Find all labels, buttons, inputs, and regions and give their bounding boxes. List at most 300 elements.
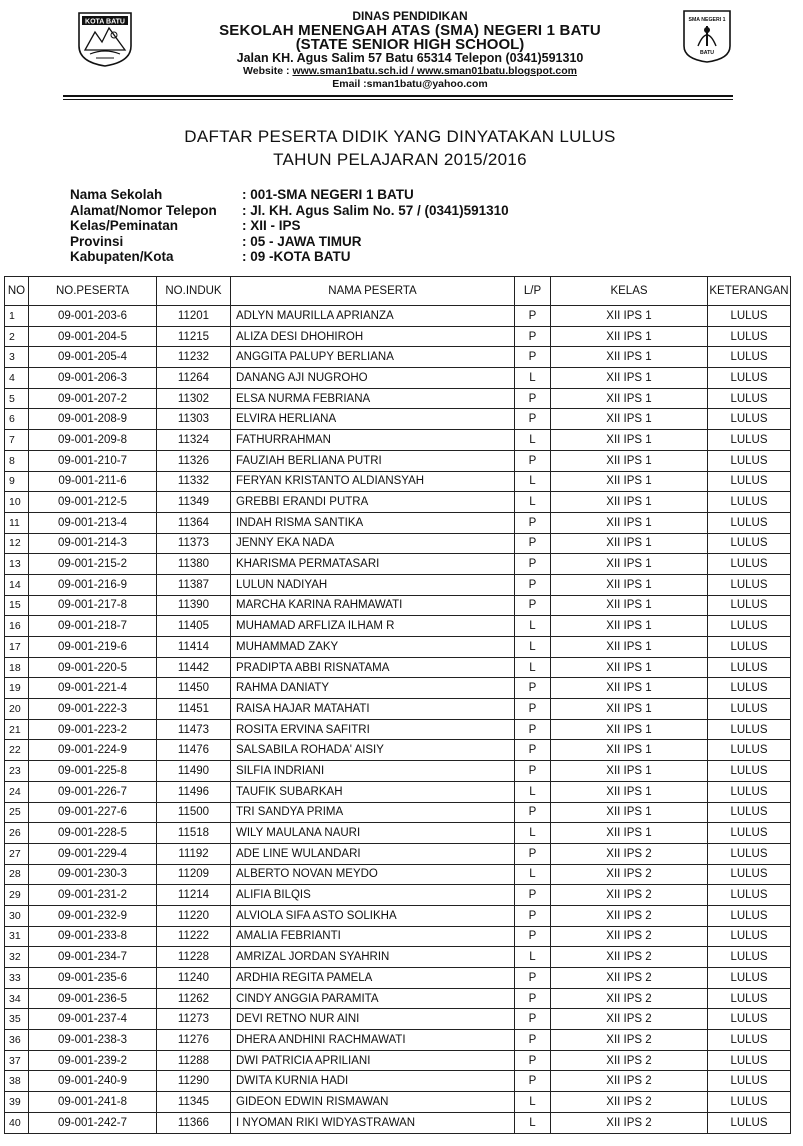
cell-row-number: 26 (5, 823, 29, 844)
cell-row-number: 40 (5, 1112, 29, 1133)
cell-gender: P (515, 326, 551, 347)
cell-class-name: XII IPS 2 (551, 1009, 708, 1030)
cell-student-name: AMALIA FEBRIANTI (231, 926, 515, 947)
school-logo (681, 8, 733, 64)
cell-class-name: XII IPS 1 (551, 574, 708, 595)
table-row (5, 947, 791, 968)
cell-participant-number: 09-001-237-4 (29, 1009, 157, 1030)
cell-class-name: XII IPS 1 (551, 740, 708, 761)
cell-status: LULUS (708, 988, 791, 1009)
cell-student-name: SALSABILA ROHADA' AISIY (231, 740, 515, 761)
cell-class-name: XII IPS 1 (551, 699, 708, 720)
cell-gender: L (515, 430, 551, 451)
cell-row-number: 2 (5, 326, 29, 347)
cell-class-name: XII IPS 2 (551, 947, 708, 968)
document-title: DAFTAR PESERTA DIDIK YANG DINYATAKAN LULUS (184, 127, 616, 146)
cell-status: LULUS (708, 409, 791, 430)
cell-participant-number: 09-001-220-5 (29, 657, 157, 678)
cell-row-number: 19 (5, 678, 29, 699)
cell-participant-number: 09-001-230-3 (29, 864, 157, 885)
table-row (5, 637, 791, 658)
cell-student-name: RAHMA DANIATY (231, 678, 515, 699)
cell-student-id: 11405 (157, 616, 231, 637)
info-label: Nama Sekolah (70, 187, 163, 202)
cell-gender: L (515, 657, 551, 678)
cell-class-name: XII IPS 1 (551, 471, 708, 492)
cell-row-number: 6 (5, 409, 29, 430)
cell-gender: P (515, 719, 551, 740)
website-link[interactable]: www.sman1batu.sch.id / www.sman01batu.blogspot.com (292, 65, 577, 77)
cell-student-id: 11345 (157, 1092, 231, 1113)
cell-student-name: ELVIRA HERLIANA (231, 409, 515, 430)
info-value: : 001-SMA NEGERI 1 BATU (242, 187, 414, 202)
table-row (5, 595, 791, 616)
column-header-participant-number: NO.PESERTA (29, 277, 157, 306)
cell-student-name: INDAH RISMA SANTIKA (231, 512, 515, 533)
cell-row-number: 10 (5, 492, 29, 513)
cell-gender: P (515, 699, 551, 720)
cell-gender: P (515, 885, 551, 906)
cell-participant-number: 09-001-234-7 (29, 947, 157, 968)
table-row (5, 657, 791, 678)
cell-gender: P (515, 988, 551, 1009)
cell-status: LULUS (708, 326, 791, 347)
cell-student-name: ANGGITA PALUPY BERLIANA (231, 347, 515, 368)
cell-student-name: FAUZIAH BERLIANA PUTRI (231, 450, 515, 471)
table-row (5, 326, 791, 347)
table-row (5, 781, 791, 802)
cell-status: LULUS (708, 781, 791, 802)
cell-row-number: 13 (5, 554, 29, 575)
table-row (5, 988, 791, 1009)
cell-participant-number: 09-001-227-6 (29, 802, 157, 823)
svg-text:SMA NEGERI 1: SMA NEGERI 1 (688, 17, 726, 23)
cell-class-name: XII IPS 1 (551, 657, 708, 678)
cell-participant-number: 09-001-229-4 (29, 843, 157, 864)
cell-gender: P (515, 740, 551, 761)
cell-class-name: XII IPS 1 (551, 616, 708, 637)
cell-status: LULUS (708, 1092, 791, 1113)
cell-class-name: XII IPS 2 (551, 843, 708, 864)
table-row (5, 430, 791, 451)
cell-participant-number: 09-001-221-4 (29, 678, 157, 699)
cell-status: LULUS (708, 699, 791, 720)
cell-participant-number: 09-001-236-5 (29, 988, 157, 1009)
cell-status: LULUS (708, 968, 791, 989)
svg-text:BATU: BATU (699, 50, 715, 56)
cell-row-number: 29 (5, 885, 29, 906)
website-label: Website : (243, 65, 290, 77)
cell-participant-number: 09-001-207-2 (29, 388, 157, 409)
cell-student-name: TRI SANDYA PRIMA (231, 802, 515, 823)
info-row-school-name (70, 187, 509, 203)
cell-row-number: 38 (5, 1071, 29, 1092)
cell-status: LULUS (708, 512, 791, 533)
cell-row-number: 16 (5, 616, 29, 637)
cell-participant-number: 09-001-219-6 (29, 637, 157, 658)
cell-student-name: CINDY ANGGIA PARAMITA (231, 988, 515, 1009)
table-row (5, 885, 791, 906)
cell-student-name: GIDEON EDWIN RISMAWAN (231, 1092, 515, 1113)
cell-student-id: 11364 (157, 512, 231, 533)
table-header-row (5, 277, 791, 306)
cell-participant-number: 09-001-228-5 (29, 823, 157, 844)
letterhead-rule-thin (63, 99, 733, 100)
cell-row-number: 3 (5, 347, 29, 368)
cell-student-name: RAISA HAJAR MATAHATI (231, 699, 515, 720)
info-label: Provinsi (70, 233, 124, 249)
cell-row-number: 24 (5, 781, 29, 802)
cell-status: LULUS (708, 574, 791, 595)
table-row (5, 823, 791, 844)
cell-row-number: 37 (5, 1050, 29, 1071)
table-row (5, 1009, 791, 1030)
table-row (5, 843, 791, 864)
cell-student-name: FERYAN KRISTANTO ALDIANSYAH (231, 471, 515, 492)
table-row (5, 388, 791, 409)
cell-participant-number: 09-001-214-3 (29, 533, 157, 554)
cell-status: LULUS (708, 1112, 791, 1133)
cell-student-name: TAUFIK SUBARKAH (231, 781, 515, 802)
cell-class-name: XII IPS 1 (551, 719, 708, 740)
cell-student-id: 11390 (157, 595, 231, 616)
cell-row-number: 28 (5, 864, 29, 885)
info-label: Kabupaten/Kota (70, 249, 174, 264)
cell-student-name: MUHAMAD ARFLIZA ILHAM R (231, 616, 515, 637)
cell-status: LULUS (708, 947, 791, 968)
cell-class-name: XII IPS 1 (551, 678, 708, 699)
cell-gender: P (515, 802, 551, 823)
cell-class-name: XII IPS 1 (551, 781, 708, 802)
cell-participant-number: 09-001-204-5 (29, 326, 157, 347)
info-row-class (70, 218, 509, 234)
cell-row-number: 30 (5, 905, 29, 926)
cell-status: LULUS (708, 905, 791, 926)
cell-student-name: DHERA ANDHINI RACHMAWATI (231, 1030, 515, 1051)
cell-student-name: ALVIOLA SIFA ASTO SOLIKHA (231, 905, 515, 926)
cell-row-number: 33 (5, 968, 29, 989)
cell-class-name: XII IPS 1 (551, 637, 708, 658)
table-row (5, 1050, 791, 1071)
cell-student-name: ALIZA DESI DHOHIROH (231, 326, 515, 347)
cell-class-name: XII IPS 1 (551, 512, 708, 533)
cell-student-name: ROSITA ERVINA SAFITRI (231, 719, 515, 740)
cell-student-id: 11240 (157, 968, 231, 989)
cell-row-number: 27 (5, 843, 29, 864)
cell-participant-number: 09-001-208-9 (29, 409, 157, 430)
cell-participant-number: 09-001-242-7 (29, 1112, 157, 1133)
cell-class-name: XII IPS 2 (551, 968, 708, 989)
cell-status: LULUS (708, 492, 791, 513)
table-row (5, 533, 791, 554)
cell-student-id: 11324 (157, 430, 231, 451)
cell-participant-number: 09-001-235-6 (29, 968, 157, 989)
cell-gender: P (515, 347, 551, 368)
cell-row-number: 11 (5, 512, 29, 533)
cell-gender: P (515, 1009, 551, 1030)
table-row (5, 347, 791, 368)
department-name: DINAS PENDIDIKAN (352, 9, 468, 23)
cell-student-name: MARCHA KARINA RAHMAWATI (231, 595, 515, 616)
table-row (5, 1112, 791, 1133)
cell-student-id: 11276 (157, 1030, 231, 1051)
cell-class-name: XII IPS 2 (551, 885, 708, 906)
cell-status: LULUS (708, 616, 791, 637)
cell-student-id: 11366 (157, 1112, 231, 1133)
cell-participant-number: 09-001-241-8 (29, 1092, 157, 1113)
cell-row-number: 22 (5, 740, 29, 761)
cell-status: LULUS (708, 843, 791, 864)
cell-student-id: 11349 (157, 492, 231, 513)
cell-class-name: XII IPS 1 (551, 533, 708, 554)
cell-row-number: 20 (5, 699, 29, 720)
cell-row-number: 36 (5, 1030, 29, 1051)
cell-student-id: 11450 (157, 678, 231, 699)
cell-class-name: XII IPS 1 (551, 595, 708, 616)
info-label: Alamat/Nomor Telepon (70, 202, 217, 218)
cell-participant-number: 09-001-213-4 (29, 512, 157, 533)
cell-gender: P (515, 1030, 551, 1051)
cell-participant-number: 09-001-239-2 (29, 1050, 157, 1071)
cell-student-id: 11442 (157, 657, 231, 678)
table-row (5, 471, 791, 492)
cell-gender: P (515, 388, 551, 409)
kota-batu-logo (76, 10, 134, 68)
cell-class-name: XII IPS 1 (551, 430, 708, 451)
cell-student-name: WILY MAULANA NAURI (231, 823, 515, 844)
cell-student-id: 11326 (157, 450, 231, 471)
cell-student-id: 11496 (157, 781, 231, 802)
cell-status: LULUS (708, 471, 791, 492)
cell-participant-number: 09-001-232-9 (29, 905, 157, 926)
info-value: : Jl. KH. Agus Salim No. 57 / (0341)591310 (242, 202, 509, 218)
cell-student-name: GREBBI ERANDI PUTRA (231, 492, 515, 513)
cell-class-name: XII IPS 2 (551, 1030, 708, 1051)
cell-class-name: XII IPS 1 (551, 450, 708, 471)
cell-status: LULUS (708, 533, 791, 554)
cell-student-id: 11228 (157, 947, 231, 968)
cell-gender: P (515, 574, 551, 595)
cell-student-name: DWITA KURNIA HADI (231, 1071, 515, 1092)
cell-gender: P (515, 843, 551, 864)
table-row (5, 554, 791, 575)
table-row (5, 492, 791, 513)
svg-text:KOTA BATU: KOTA BATU (85, 18, 125, 26)
cell-gender: L (515, 823, 551, 844)
cell-gender: P (515, 595, 551, 616)
cell-student-id: 11232 (157, 347, 231, 368)
cell-status: LULUS (708, 761, 791, 782)
cell-row-number: 32 (5, 947, 29, 968)
cell-status: LULUS (708, 657, 791, 678)
cell-gender: L (515, 637, 551, 658)
cell-student-id: 11518 (157, 823, 231, 844)
cell-student-name: ELSA NURMA FEBRIANA (231, 388, 515, 409)
cell-status: LULUS (708, 554, 791, 575)
table-row (5, 699, 791, 720)
table-row (5, 512, 791, 533)
cell-class-name: XII IPS 1 (551, 326, 708, 347)
cell-gender: P (515, 533, 551, 554)
school-name-english: (STATE SENIOR HIGH SCHOOL) (295, 36, 525, 53)
table-row (5, 616, 791, 637)
cell-gender: P (515, 905, 551, 926)
cell-status: LULUS (708, 306, 791, 327)
cell-student-name: DANANG AJI NUGROHO (231, 368, 515, 389)
cell-student-name: ADE LINE WULANDARI (231, 843, 515, 864)
cell-row-number: 34 (5, 988, 29, 1009)
cell-gender: L (515, 616, 551, 637)
cell-participant-number: 09-001-222-3 (29, 699, 157, 720)
cell-class-name: XII IPS 2 (551, 1092, 708, 1113)
cell-student-id: 11273 (157, 1009, 231, 1030)
cell-row-number: 15 (5, 595, 29, 616)
cell-class-name: XII IPS 2 (551, 1112, 708, 1133)
letterhead-rule (63, 95, 733, 97)
cell-row-number: 1 (5, 306, 29, 327)
email-line: Email :sman1batu@yahoo.com (332, 78, 488, 90)
column-header-class: KELAS (551, 277, 708, 306)
cell-student-id: 11373 (157, 533, 231, 554)
table-row (5, 761, 791, 782)
table-row (5, 1030, 791, 1051)
table-row (5, 409, 791, 430)
cell-gender: L (515, 781, 551, 802)
cell-participant-number: 09-001-240-9 (29, 1071, 157, 1092)
cell-status: LULUS (708, 595, 791, 616)
cell-row-number: 18 (5, 657, 29, 678)
column-header-gender: L/P (515, 277, 551, 306)
cell-class-name: XII IPS 1 (551, 761, 708, 782)
cell-status: LULUS (708, 450, 791, 471)
info-label: Kelas/Peminatan (70, 218, 179, 233)
cell-class-name: XII IPS 2 (551, 864, 708, 885)
cell-participant-number: 09-001-224-9 (29, 740, 157, 761)
cell-status: LULUS (708, 637, 791, 658)
column-header-name: NAMA PESERTA (231, 277, 515, 306)
cell-participant-number: 09-001-216-9 (29, 574, 157, 595)
cell-student-name: FATHURRAHMAN (231, 430, 515, 451)
cell-gender: L (515, 368, 551, 389)
cell-participant-number: 09-001-226-7 (29, 781, 157, 802)
cell-status: LULUS (708, 719, 791, 740)
school-address: Jalan KH. Agus Salim 57 Batu 65314 Telepon (0341)591310 (236, 51, 584, 65)
cell-participant-number: 09-001-205-4 (29, 347, 157, 368)
cell-gender: L (515, 864, 551, 885)
table-row (5, 574, 791, 595)
cell-gender: L (515, 492, 551, 513)
cell-participant-number: 09-001-225-8 (29, 761, 157, 782)
cell-student-id: 11220 (157, 905, 231, 926)
table-row (5, 740, 791, 761)
cell-student-id: 11473 (157, 719, 231, 740)
cell-gender: P (515, 512, 551, 533)
cell-status: LULUS (708, 430, 791, 451)
table-row (5, 926, 791, 947)
cell-student-name: I NYOMAN RIKI WIDYASTRAWAN (231, 1112, 515, 1133)
info-row-province (70, 234, 509, 250)
column-header-no: NO (5, 277, 29, 306)
cell-row-number: 39 (5, 1092, 29, 1113)
cell-gender: L (515, 1112, 551, 1133)
table-row (5, 905, 791, 926)
table-row (5, 719, 791, 740)
cell-student-id: 11215 (157, 326, 231, 347)
cell-class-name: XII IPS 2 (551, 1050, 708, 1071)
cell-participant-number: 09-001-210-7 (29, 450, 157, 471)
table-row (5, 678, 791, 699)
table-row (5, 306, 791, 327)
cell-row-number: 8 (5, 450, 29, 471)
cell-status: LULUS (708, 347, 791, 368)
cell-student-name: PRADIPTA ABBI RISNATAMA (231, 657, 515, 678)
column-header-student-id: NO.INDUK (157, 277, 231, 306)
cell-student-name: ADLYN MAURILLA APRIANZA (231, 306, 515, 327)
cell-student-id: 11201 (157, 306, 231, 327)
cell-student-id: 11209 (157, 864, 231, 885)
cell-class-name: XII IPS 1 (551, 492, 708, 513)
cell-status: LULUS (708, 823, 791, 844)
cell-student-name: LULUN NADIYAH (231, 574, 515, 595)
cell-student-id: 11262 (157, 988, 231, 1009)
cell-student-id: 11302 (157, 388, 231, 409)
cell-participant-number: 09-001-231-2 (29, 885, 157, 906)
cell-status: LULUS (708, 885, 791, 906)
cell-gender: P (515, 968, 551, 989)
cell-participant-number: 09-001-233-8 (29, 926, 157, 947)
cell-participant-number: 09-001-217-8 (29, 595, 157, 616)
cell-class-name: XII IPS 1 (551, 306, 708, 327)
cell-status: LULUS (708, 368, 791, 389)
cell-row-number: 31 (5, 926, 29, 947)
table-row (5, 368, 791, 389)
cell-student-name: JENNY EKA NADA (231, 533, 515, 554)
cell-student-name: DEVI RETNO NUR AINI (231, 1009, 515, 1030)
info-row-address (70, 203, 509, 219)
cell-gender: P (515, 678, 551, 699)
table-row (5, 450, 791, 471)
cell-row-number: 5 (5, 388, 29, 409)
cell-gender: P (515, 450, 551, 471)
school-name: SEKOLAH MENENGAH ATAS (SMA) NEGERI 1 BATU (219, 22, 601, 39)
table-row (5, 1092, 791, 1113)
cell-row-number: 9 (5, 471, 29, 492)
cell-gender: P (515, 1071, 551, 1092)
cell-row-number: 23 (5, 761, 29, 782)
cell-participant-number: 09-001-223-2 (29, 719, 157, 740)
cell-student-id: 11303 (157, 409, 231, 430)
table-row (5, 864, 791, 885)
cell-student-id: 11332 (157, 471, 231, 492)
cell-participant-number: 09-001-218-7 (29, 616, 157, 637)
cell-class-name: XII IPS 1 (551, 554, 708, 575)
cell-student-id: 11214 (157, 885, 231, 906)
cell-student-name: ALIFIA BILQIS (231, 885, 515, 906)
cell-gender: P (515, 306, 551, 327)
cell-student-id: 11192 (157, 843, 231, 864)
cell-status: LULUS (708, 926, 791, 947)
cell-student-name: MUHAMMAD ZAKY (231, 637, 515, 658)
cell-student-id: 11451 (157, 699, 231, 720)
document-subtitle: TAHUN PELAJARAN 2015/2016 (273, 150, 527, 169)
cell-participant-number: 09-001-206-3 (29, 368, 157, 389)
cell-class-name: XII IPS 2 (551, 1071, 708, 1092)
cell-student-id: 11387 (157, 574, 231, 595)
info-value: : XII - IPS (242, 218, 301, 233)
cell-student-name: ALBERTO NOVAN MEYDO (231, 864, 515, 885)
cell-class-name: XII IPS 1 (551, 368, 708, 389)
cell-status: LULUS (708, 1071, 791, 1092)
